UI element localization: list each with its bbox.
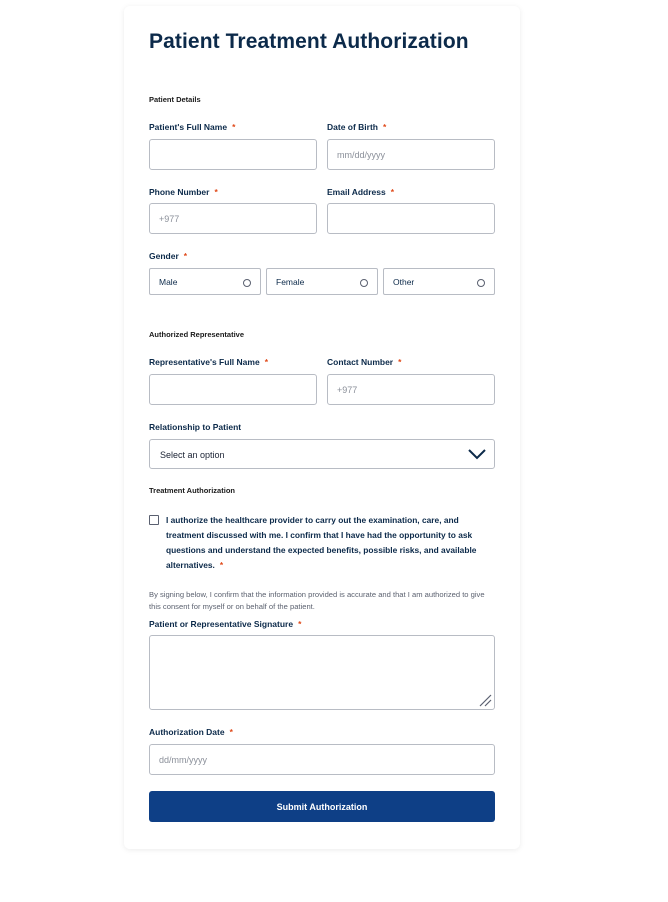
email-label: Email Address * [327, 187, 395, 197]
radio-circle-icon[interactable] [360, 279, 368, 287]
signature-textarea[interactable] [149, 635, 495, 710]
required-marker: * [229, 727, 233, 737]
relationship-selected-value: Select an option [160, 450, 225, 460]
required-marker: * [383, 122, 387, 132]
gender-option-male[interactable] [149, 268, 261, 295]
gender-label: Gender * [149, 251, 188, 261]
relationship-select[interactable] [149, 439, 495, 469]
patient-name-label: Patient's Full Name * [149, 122, 236, 132]
submit-authorization-button[interactable]: Submit Authorization [149, 791, 495, 822]
required-marker: * [264, 357, 268, 367]
section-patient-details: Patient Details [149, 95, 201, 104]
contact-number-input[interactable] [327, 374, 495, 405]
gender-option-other[interactable] [383, 268, 495, 295]
email-input[interactable] [327, 203, 495, 234]
gender-option-label: Male [159, 277, 178, 287]
required-marker: * [298, 619, 302, 629]
phone-input[interactable] [149, 203, 317, 234]
auth-date-placeholder: dd/mm/yyyy [159, 755, 208, 765]
section-authorized-representative: Authorized Representative [149, 330, 245, 339]
dob-input[interactable] [327, 139, 495, 170]
required-marker: * [398, 357, 402, 367]
signing-note: By signing below, I confirm that the information provided is accurate and that I am authorized to give this consent for myself or on behalf of the patient. [149, 590, 485, 611]
rep-name-input[interactable] [149, 374, 317, 405]
relationship-label: Relationship to Patient [149, 422, 242, 432]
auth-date-label: Authorization Date * [149, 727, 233, 737]
phone-label: Phone Number * [149, 187, 218, 197]
phone-placeholder: +977 [159, 214, 180, 224]
contact-number-label: Contact Number * [327, 357, 402, 367]
gender-option-label: Female [276, 277, 305, 287]
radio-circle-icon[interactable] [243, 279, 251, 287]
dob-label: Date of Birth * [327, 122, 387, 132]
resize-handle-icon[interactable] [478, 693, 492, 707]
radio-circle-icon[interactable] [477, 279, 485, 287]
signature-label: Patient or Representative Signature * [149, 619, 302, 629]
consent-text: I authorize the healthcare provider to carry out the examination, care, and treatment discussed with me. I confirm that I have had the opportunity to ask questions and understand the expected benefits, possible risks, and available alternatives. * [166, 515, 477, 570]
chevron-down-icon[interactable] [468, 448, 486, 460]
gender-option-female[interactable] [266, 268, 378, 295]
contact-placeholder: +977 [337, 385, 358, 395]
gender-option-label: Other [393, 277, 415, 287]
required-marker: * [183, 251, 188, 261]
rep-name-label: Representative's Full Name * [149, 357, 268, 367]
dob-placeholder: mm/dd/yyyy [337, 150, 386, 160]
section-treatment-authorization: Treatment Authorization [149, 486, 235, 495]
auth-date-input[interactable] [149, 744, 495, 775]
page-title: Patient Treatment Authorization [149, 30, 469, 53]
required-marker: * [390, 187, 395, 197]
consent-checkbox[interactable] [149, 515, 159, 525]
required-marker: * [219, 560, 224, 570]
patient-name-input[interactable] [149, 139, 317, 170]
required-marker: * [232, 122, 236, 132]
required-marker: * [214, 187, 218, 197]
